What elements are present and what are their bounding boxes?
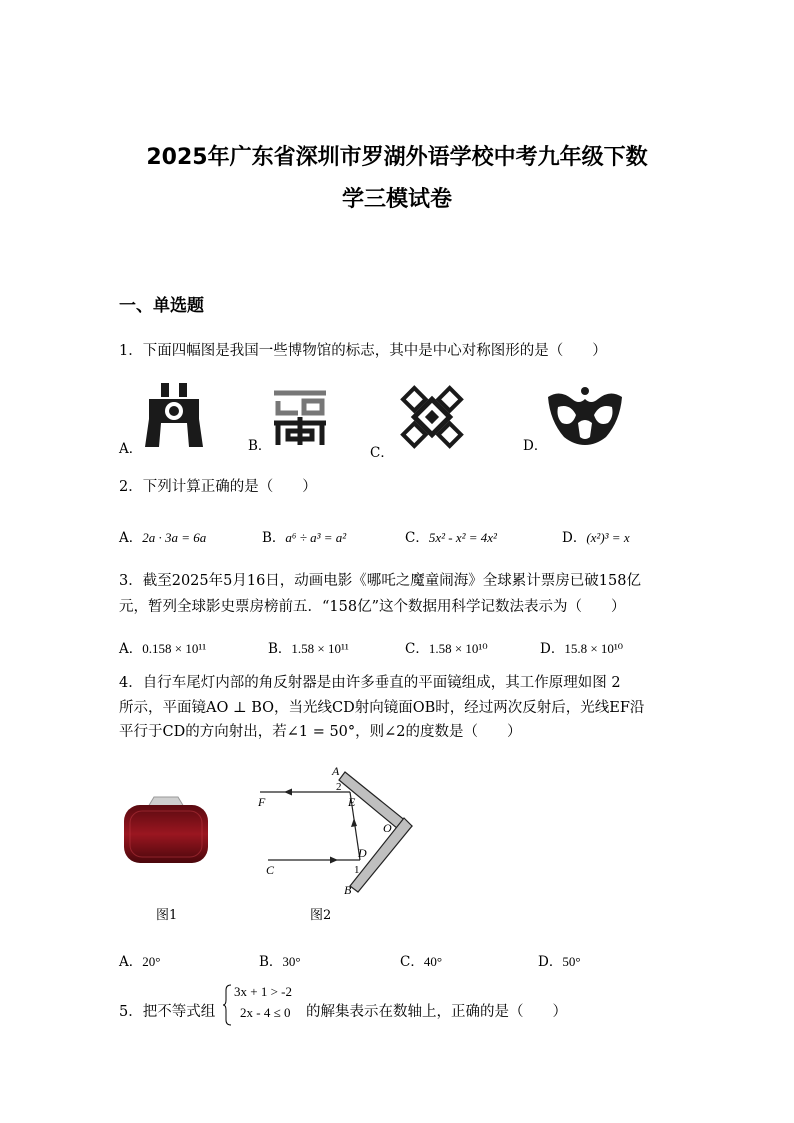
q3-option-a-expr: 0.158 × 10¹¹	[142, 641, 207, 656]
q3-option-b-label: B．	[268, 641, 292, 657]
question-5-stem-suffix: 的解集表示在数轴上，正确的是（ ）	[306, 1004, 567, 1020]
q4-figure1-taillight-image	[120, 795, 212, 867]
question-5-stem-prefix: 5．把不等式组	[119, 1004, 216, 1020]
q3-option-a	[119, 637, 206, 657]
label-a: A	[332, 764, 340, 778]
question-4-stem-line1: 4．自行车尾灯内部的角反射器是由许多垂直的平面镜组成，其工作原理如图 2	[119, 675, 621, 691]
label-f: F	[258, 795, 266, 809]
question-3-stem-line1: 3．截至2025年5月16日，动画电影《哪吒之魔童闹海》全球累计票房已破158亿	[119, 573, 641, 589]
q3-option-c-expr: 1.58 × 10¹⁰	[428, 641, 488, 656]
label-d: D	[358, 846, 367, 860]
q4-option-c-label: C．	[400, 954, 424, 970]
exam-title-line1: 2025年广东省深圳市罗湖外语学校中考九年级下数	[146, 145, 648, 170]
q2-option-d-expr: (x²)³ = x	[586, 530, 630, 545]
q3-option-d-label: D．	[540, 641, 565, 657]
q1-option-b-logo-icon	[270, 387, 330, 447]
q4-option-a	[119, 950, 160, 970]
q4-option-b	[259, 950, 301, 970]
q4-figure1-caption: 图1	[156, 908, 178, 923]
q3-option-d	[540, 637, 623, 657]
q4-option-d-expr: 50°	[562, 954, 581, 969]
arrow-icon	[351, 818, 357, 827]
q2-option-a-label: A．	[119, 530, 143, 546]
q4-option-b-expr: 30°	[282, 954, 301, 969]
q3-option-b	[268, 637, 349, 657]
arrow-icon	[330, 857, 338, 864]
q2-option-d-label: D．	[562, 530, 587, 546]
q1-option-d-logo-icon	[546, 387, 624, 447]
question-1-stem: 1．下面四幅图是我国一些博物馆的标志，其中是中心对称图形的是（ ）	[119, 343, 607, 359]
q1-option-c-logo-icon	[395, 380, 469, 454]
q1-option-a-label: A．	[119, 441, 143, 457]
question-4-stem-line2: 所示，平面镜AO ⊥ BO，当光线CD射向镜面OB时，经过两次反射后，光线EF沿	[119, 700, 645, 716]
q4-option-a-label: A．	[119, 954, 143, 970]
q4-option-d-label: D．	[538, 954, 563, 970]
q4-option-d	[538, 950, 581, 970]
question-3-stem-line2: 元，暂列全球影史票房榜前五．“158亿”这个数据用科学记数法表示为（ ）	[119, 599, 626, 615]
q4-option-a-expr: 20°	[142, 954, 161, 969]
q4-option-b-label: B．	[259, 954, 283, 970]
q3-option-c-label: C．	[405, 641, 429, 657]
q2-option-b	[262, 526, 346, 546]
q1-option-a-logo-icon	[141, 381, 207, 449]
section-heading-single-choice: 一、单选题	[119, 296, 204, 316]
q4-option-c-expr: 40°	[423, 954, 443, 969]
exam-title-line2: 学三模试卷	[341, 187, 452, 212]
q4-figure2-caption: 图2	[310, 908, 332, 923]
question-2-stem: 2．下列计算正确的是（ ）	[119, 479, 317, 495]
q3-option-d-expr: 15.8 × 10¹⁰	[564, 641, 624, 656]
q5-brace-icon	[222, 984, 232, 1026]
q3-option-a-label: A．	[119, 641, 143, 657]
q2-option-c	[405, 526, 497, 546]
q4-figure2-reflector-diagram	[250, 760, 420, 900]
q5-inequality-2: 2x - 4 ≤ 0	[240, 1005, 291, 1020]
q2-option-a	[119, 526, 206, 546]
q1-option-c-label: C．	[370, 445, 394, 461]
q2-option-b-label: B．	[262, 530, 286, 546]
label-o: O	[383, 821, 392, 835]
q4-option-c	[400, 950, 442, 970]
q2-option-c-expr: 5x² - x² = 4x²	[428, 530, 497, 545]
question-4-stem-line3: 平行于CD的方向射出，若∠1 = 50°，则∠2的度数是（ ）	[119, 724, 522, 740]
label-angle-2: 2	[336, 781, 342, 793]
arrow-icon	[284, 789, 292, 796]
q2-option-b-expr: a⁶ ÷ a³ = a²	[285, 530, 347, 545]
q2-option-c-label: C．	[405, 530, 429, 546]
q5-inequality-1: 3x + 1 > -2	[234, 984, 292, 999]
label-e: E	[348, 795, 356, 809]
label-c: C	[266, 863, 275, 877]
q1-option-b-label: B．	[248, 438, 272, 454]
q3-option-c	[405, 637, 488, 657]
q3-option-b-expr: 1.58 × 10¹¹	[291, 641, 349, 656]
q2-option-d	[562, 526, 630, 546]
q2-option-a-expr: 2a · 3a = 6a	[142, 530, 207, 545]
q1-option-d-label: D．	[523, 438, 548, 454]
label-angle-1: 1	[354, 864, 360, 876]
label-b: B	[344, 883, 352, 897]
